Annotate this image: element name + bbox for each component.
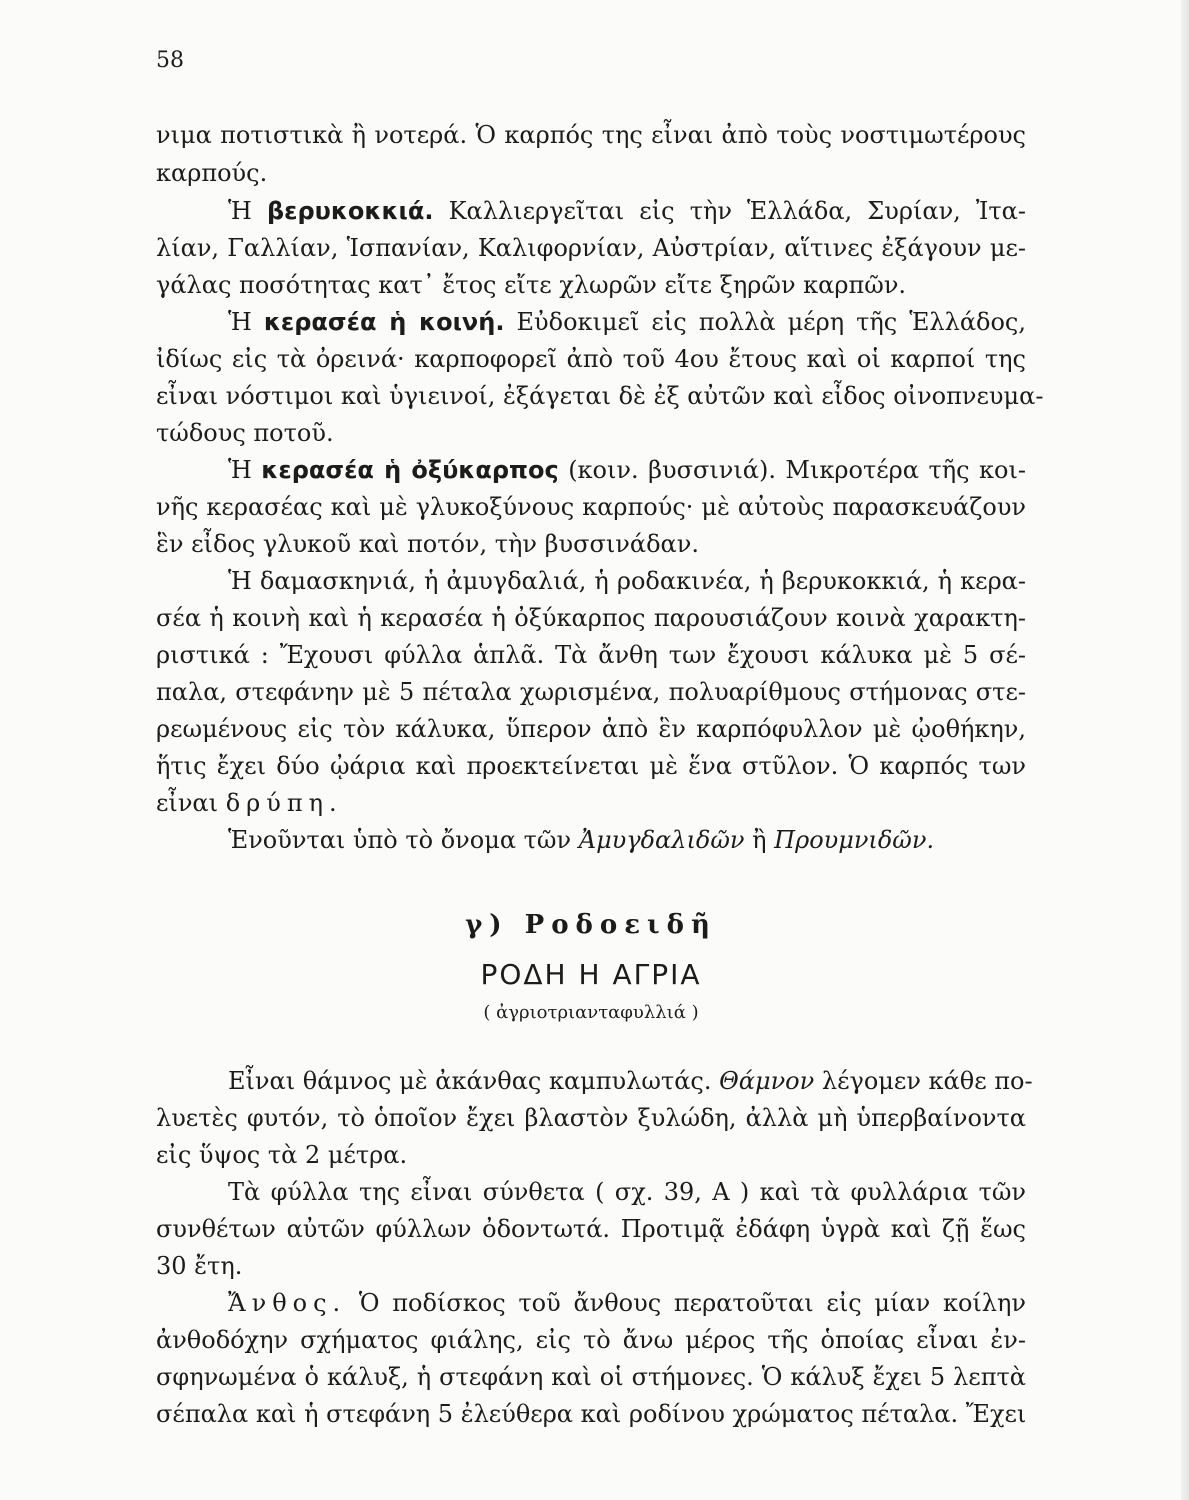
family-name-amygdalid: Ἀμυγδαλιδῶν (578, 826, 745, 854)
text-run: ἢ (752, 826, 767, 854)
text-line: καρπούς. (156, 159, 268, 187)
text-run: Εἶναι θάμνος μὲ ἀκάνθας καμπυλωτάς. (228, 1067, 712, 1095)
text-run: (κοιν. βυσσινιά). Μικροτέρα τῆς κοι- (568, 456, 1026, 484)
plant-name-apricot: βερυκοκκιά. (266, 197, 434, 225)
text-line: ριστικά : Ἔχουσι φύλλα ἁπλᾶ. Τὰ ἄνθη των ἔχουσι κάλυκα μὲ 5 σέ- (156, 641, 1026, 669)
section-heading: γ) Ροδοειδῆ (465, 910, 717, 940)
spaced-term: Ἄνθος. (228, 1289, 347, 1317)
text-run: Καλλιεργεῖται εἰς τὴν Ἑλλάδα, Συρίαν, Ἰτα- (448, 197, 1026, 225)
text-line: λίαν, Γαλλίαν, Ἱσπανίαν, Καλιφορνίαν, Αὐστρίαν, αἵτινες ἐξάγουν με- (156, 234, 1026, 262)
section-subtitle: ( ἀγριοτριανταφυλλιά ) (483, 1002, 699, 1023)
text-line: ἥτις ἔχει δύο ᾠάρια καὶ προεκτείνεται μὲ ἕνα στῦλον. Ὁ καρπός των (156, 752, 1026, 780)
text-line: λυετὲς φυτόν, τὸ ὁποῖον ἔχει βλαστὸν ξυλώδη, ἀλλὰ μὴ ὑπερβαίνοντα (156, 1104, 1026, 1132)
text-line: ἓν εἶδος γλυκοῦ καὶ ποτόν, τὴν βυσσινάδαν. (156, 530, 699, 558)
text-line: παλα, στεφάνην μὲ 5 πέταλα χωρισμένα, πολυαρίθμους στήμονας στε- (156, 678, 1026, 706)
text-line: σφηνωμένα ὁ κάλυξ, ἡ στεφάνη καὶ οἱ στήμονες. Ὁ κάλυξ ἔχει 5 λεπτὰ (156, 1363, 1026, 1391)
paragraph-intro: Ἡ (228, 308, 252, 336)
text-line: ἀνθοδόχην σχήματος φιάλης, εἰς τὸ ἄνω μέρος τῆς ὁποίας εἶναι ἐν- (156, 1326, 1026, 1354)
text-line: νῆς κερασέας καὶ μὲ γλυκοξύνους καρπούς· μὲ αὐτοὺς παρασκευάζουν (156, 493, 1026, 521)
term-thamnos: Θάμνον (719, 1067, 815, 1095)
text-line: νιμα ποτιστικὰ ἢ νοτερά. Ὁ καρπός της εἶναι ἀπὸ τοὺς νοστιμωτέρους (156, 121, 1026, 149)
text-run: εἶναι (156, 789, 219, 817)
text-run: Ἑνοῦνται ὑπὸ τὸ ὄνομα τῶν (228, 826, 572, 854)
plant-name-cherry: κερασέα ἡ κοινή. (263, 308, 505, 336)
text-run: Ὁ ποδίσκος τοῦ ἄνθους περατοῦται εἰς μίαν κοίλην (358, 1289, 1026, 1317)
text-line: συνθέτων αὐτῶν φύλλων ὀδοντωτά. Προτιμᾷ ἐδάφη ὑγρὰ καὶ ζῇ ἕως (156, 1215, 1026, 1243)
family-name-proumnid: Προυμνιδῶν. (774, 826, 935, 854)
text-line: σέπαλα καὶ ἡ στεφάνη 5 ἐλεύθερα καὶ ροδίνου χρώματος πέταλα. Ἔχει (156, 1400, 1027, 1428)
text-line: τώδους ποτοῦ. (156, 419, 334, 447)
text-line: εἶναι νόστιμοι καὶ ὑγιεινοί, ἐξάγεται δὲ ἐξ αὐτῶν καὶ εἶδος οἰνοπνευμα- (156, 382, 1044, 410)
text-line (156, 825, 1026, 855)
text-line: Τὰ φύλλα της εἶναι σύνθετα ( σχ. 39, Α ) καὶ τὰ φυλλάρια τῶν (228, 1178, 1026, 1206)
text-line (156, 788, 1026, 818)
page-edge-shadow (1181, 0, 1189, 1500)
text-line (156, 455, 1026, 485)
text-run: Εὐδοκιμεῖ εἰς πολλὰ μέρη τῆς Ἑλλάδος, (516, 308, 1027, 336)
text-line: ἰδίως εἰς τὰ ὀρεινά· καρποφορεῖ ἀπὸ τοῦ 4ου ἔτους καὶ οἱ καρποί της (156, 345, 1026, 373)
page-number: 58 (156, 48, 184, 73)
spaced-term: δρύπη. (225, 789, 343, 817)
text-line (156, 196, 1026, 226)
text-line: 30 ἔτη. (156, 1252, 243, 1280)
paragraph-intro: Ἡ (228, 456, 252, 484)
text-line: Ἡ δαμασκηνιά, ἡ ἀμυγδαλιά, ἡ ροδακινέα, ἡ βερυκοκκιά, ἡ κερα- (228, 567, 1026, 595)
section-title: ΡΟΔΗ Η ΑΓΡΙΑ (480, 958, 702, 991)
plant-name-sour-cherry: κερασέα ἡ ὀξύκαρπος (261, 456, 559, 484)
text-line: σέα ἡ κοινὴ καὶ ἡ κερασέα ἡ ὀξύκαρπος παρουσιάζουν κοινὰ χαρακτη- (156, 604, 1026, 632)
text-line (156, 1066, 1033, 1096)
text-line (156, 307, 1026, 337)
text-line: εἰς ὕψος τὰ 2 μέτρα. (156, 1141, 408, 1169)
text-line (156, 1288, 1026, 1318)
text-line: γάλας ποσότητας κατ᾽ ἔτος εἴτε χλωρῶν εἴτε ξηρῶν καρπῶν. (156, 271, 907, 299)
paragraph-intro: Ἡ (228, 197, 252, 225)
text-run: λέγομεν κάθε πο- (821, 1067, 1033, 1095)
text-line: ρεωμένους εἰς τὸν κάλυκα, ὕπερον ἀπὸ ἓν καρπόφυλλον μὲ ᾠοθήκην, (156, 715, 1026, 743)
